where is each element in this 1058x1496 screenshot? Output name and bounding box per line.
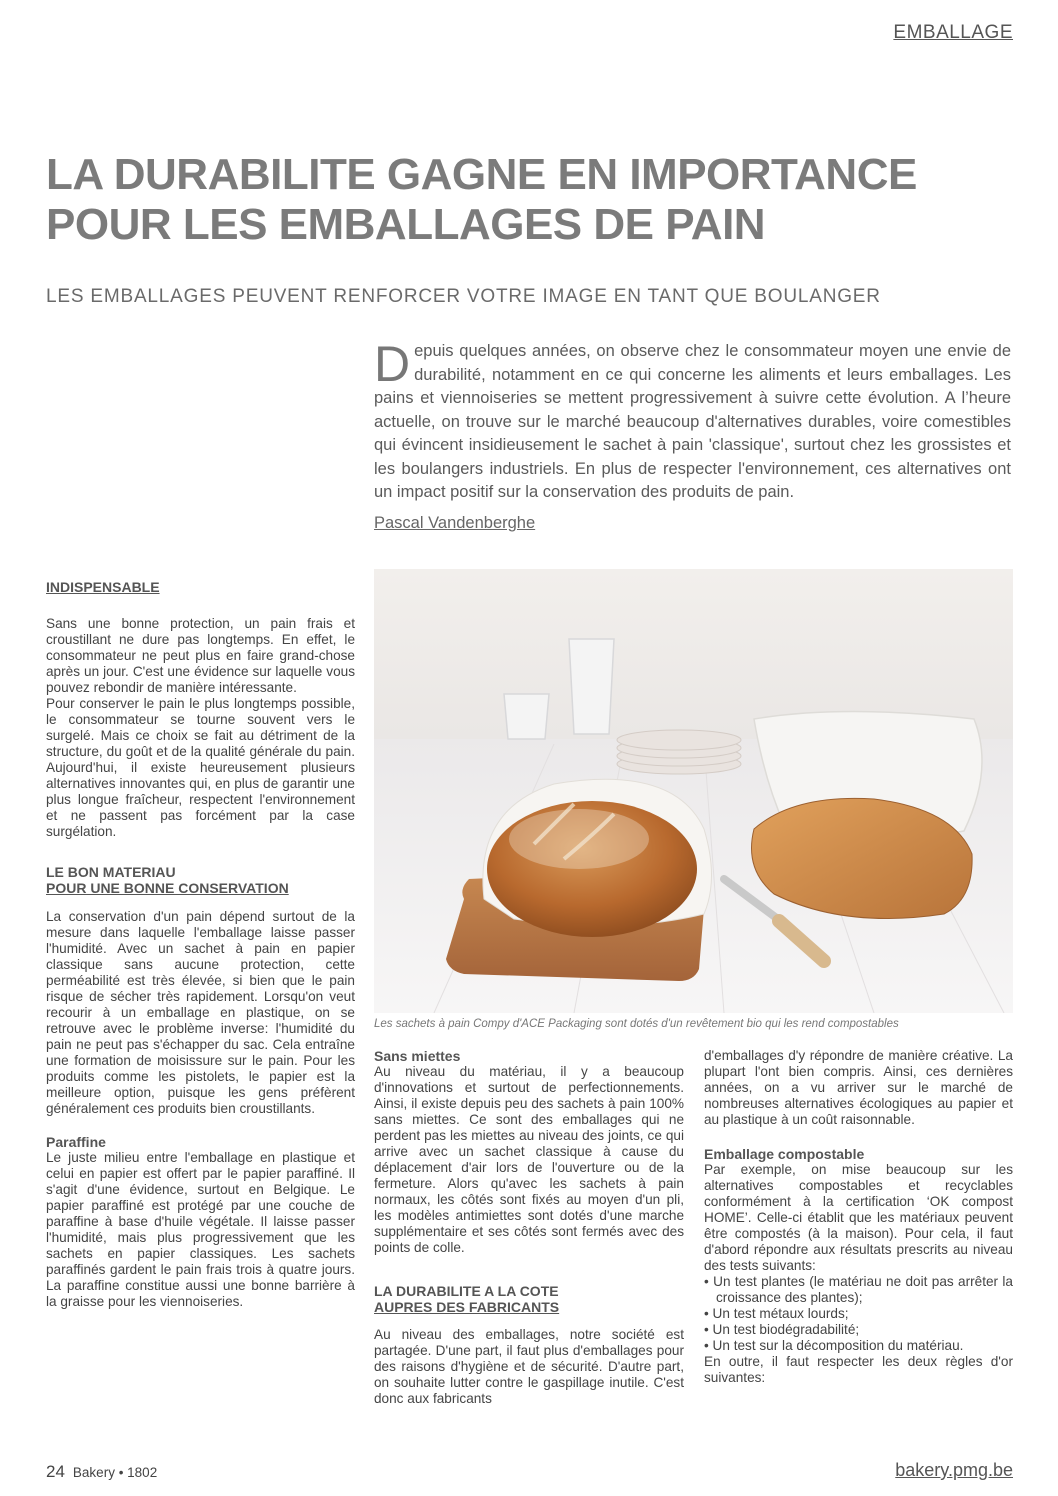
intro-text: epuis quelques années, on observe chez le consommateur moyen une envie de durabilité, notamment en ce qui concerne les aliments et leurs emballages. Les pains et viennoiseries se mettent progressivement à suivre cette évolution. A l’heure actuelle, on trouve sur le marché beaucoup d'alternatives durables, voire comestibles qui évincent insidieusement le sachet à pain 'classique', surtout chez les grossistes et les boulangers industriels. En plus de respecter l'environnement, ces alternatives ont un impact positif sur la conservation des produits de pain. (374, 342, 1011, 501)
article-subtitle: LES EMBALLAGES PEUVENT RENFORCER VOTRE IMAGE EN TANT QUE BOULANGER (46, 286, 881, 307)
flour-dust (509, 809, 649, 869)
paragraph: Le juste milieu entre l'emballage en plastique et celui en papier est offert par le papier paraffiné. Il s'agit d'une évidence, surtout en Belgique. Le papier paraffiné est protégé par une couche de paraffine à base d'huile végétale. Il laisse passer l'humidité, mais plus progressivement que les sachets en papier classiques. Les sachets paraffinés gardent le pain frais trois à quatre jours. La paraffine constitue aussi une bonne barrière à la graisse pour les viennoiseries. (46, 1150, 355, 1309)
paragraph: Sans une bonne protection, un pain frais et croustillant ne dure pas longtemps. En effet, le consommateur ne peut plus en faire grand-chose après un jour. C'est une évidence sur laquelle vous pouvez rebondir de manière intéressante. (46, 616, 355, 695)
heading-durabilite-cote (374, 1283, 684, 1315)
column-1 (46, 579, 355, 1310)
footer-left (46, 1462, 157, 1482)
heading-line: POUR UNE BONNE CONSERVATION (46, 880, 289, 896)
paragraph: Par exemple, on mise beaucoup sur les alternatives compostables et recyclables conformément à la certification ‘OK compost HOME’. Celle-ci établit que les matériaux peuvent être compostés (à la maison). Pour cela, il faut d'abord répondre aux résultats prescrits au niveau des tests suivants: (704, 1162, 1013, 1273)
title-line-1: LA DURABILITE GAGNE EN IMPORTANCE (46, 150, 917, 199)
heading-indispensable: INDISPENSABLE (46, 579, 160, 595)
plates (617, 730, 741, 774)
list-item: • Un test sur la décomposition du matériau. (704, 1338, 1013, 1354)
heading-bon-materiau (46, 864, 355, 896)
test-list (704, 1274, 1013, 1354)
drop-cap: D (374, 336, 411, 392)
paragraph: Pour conserver le pain le plus longtemps possible, le consommateur se tourne souvent vers le surgelé. Mais ce choix se fait au détriment de la structure, du goût et de la qualité générale du pain. Aujourd'hui, il existe heureusement plusieurs alternatives innovantes qui, en plus de garantir une plus longue fraîcheur, respectent l'environnement et ne passent pas forcément par la case surgélation. (46, 696, 355, 839)
heading-paraffine: Paraffine (46, 1134, 106, 1150)
heading-line: LA DURABILITE A LA COTE (374, 1283, 559, 1299)
heading-sans-miettes: Sans miettes (374, 1048, 461, 1064)
article-title (46, 150, 1006, 250)
intro-paragraph (374, 336, 1011, 505)
author-byline: Pascal Vandenberghe (374, 514, 536, 532)
paragraph: Au niveau des emballages, notre société est partagée. D'une part, il faut plus d'emballages pour des raisons d'hygiène et de sécurité. D'autre part, on souhaite lutter contre le gaspillage inutile. C'est donc aux fabricants (374, 1327, 684, 1406)
list-item: • Un test biodégradabilité; (704, 1322, 1013, 1338)
paragraph: Au niveau du matériau, il y a beaucoup d'innovations et surtout de perfectionnements. Ainsi, il existe depuis peu des sachets à pain 100% sans miettes. Ce sont des emballages qui ne perdent pas les miettes au niveau des joints, ce qui arrive avec un sachet classique à cause du déplacement d'air lors de l'ouverture ou de la fermeture. Alors qu'avec les sachets à pain normaux, les côtés sont fixés au moyen d'un pli, les modèles antimiettes sont dotés d'une marche supplémentaire et ses côtés sont fermés avec des points de colle. (374, 1064, 684, 1255)
section-tag: EMBALLAGE (893, 22, 1013, 43)
website-link[interactable]: bakery.pmg.be (895, 1460, 1013, 1480)
bread-photo-illustration (374, 569, 1013, 1013)
heading-line: AUPRES DES FABRICANTS (374, 1299, 560, 1315)
bread-photo (374, 569, 1013, 1013)
paragraph: La conservation d'un pain dépend surtout de la mesure dans laquelle l'emballage laisse passer l'humidité. Avec un sachet à pain en papier classique sans aucune protection, cette perméabilité est très élevée, si bien que le pain risque de sécher très rapidement. Lorsqu'on veut recourir à un emballage en plastique, on se retrouve avec le problème inverse: l'humidité du pain ne peut pas s'échapper du sac. Cela entraîne une formation de moisissure sur le pain. Pour les produits comme les pistolets, le papier est la meilleure option, puisque les gens préfèrent généralement ces produits bien croustillants. (46, 909, 355, 1116)
publication-issue: Bakery • 1802 (72, 1465, 158, 1480)
paragraph: En outre, il faut respecter les deux règles d'or suivantes: (704, 1354, 1013, 1385)
list-item: • Un test métaux lourds; (704, 1306, 1013, 1322)
page-number: 24 (46, 1462, 65, 1481)
heading-emballage-compostable: Emballage compostable (704, 1146, 865, 1162)
heading-line: LE BON MATERIAU (46, 864, 176, 880)
list-item: • Un test plantes (le matériau ne doit pas arrêter la croissance des plantes); (704, 1274, 1013, 1306)
column-2 (374, 1048, 684, 1407)
photo-caption: Les sachets à pain Compy d'ACE Packaging sont dotés d'un revêtement bio qui les rend compostables (374, 1018, 899, 1030)
column-3 (704, 1048, 1013, 1386)
paragraph: d'emballages d'y répondre de manière créative. La plupart l'ont bien compris. Ainsi, ces dernières années, on a vu arriver sur le marché de nombreuses alternatives écologiques au papier et au plastique à un coût raisonnable. (704, 1048, 1013, 1127)
title-line-2: POUR LES EMBALLAGES DE PAIN (46, 200, 766, 249)
